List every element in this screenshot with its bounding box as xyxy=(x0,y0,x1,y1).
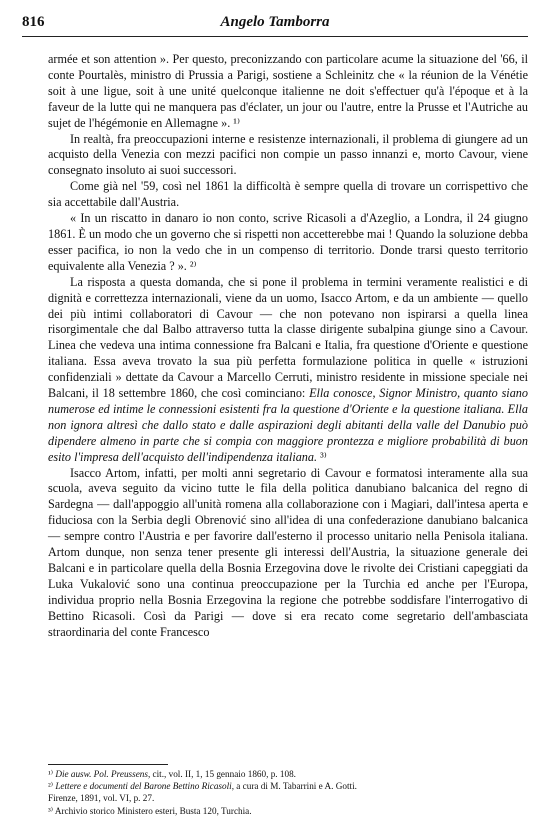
footnote-1 xyxy=(48,768,528,780)
footnote-2-continued: Firenze, 1891, vol. VI, p. 27. xyxy=(48,793,155,804)
footnote-1-rest: cit., vol. II, 1, 15 gennaio 1860, p. 108. xyxy=(150,769,296,779)
footnote-rule xyxy=(48,764,168,765)
paragraph-6: Isacco Artom, infatti, per molti anni segretario di Cavour e formatosi interamente alla sua scuola, aveva seguito da vicino tutte le fila della politica danubiano balcanica del regno di Sardegna — dall'appoggio all'unità romena alla collaborazione con i Magiari, dall'intesa aperta e fiduciosa con la Serbia degli Obrenović sino all'idea di una confederazione danubiano balcanica — sempre contro l'Austria e per favorire dall'esterno il processo unitario nella Penisola italiana. Artom dunque, non senza tener presente gli interessi dell'Austria, la situazione generale dei Balcani e in particolare quella della Bosnia Erzegovina dove le rivolte dei Cristiani capeggiati da Luka Vukalović sono una continua preoccupazione per la Turchia ed anche per l'Europa, individua proprio nella Bosnia Erzegovina la regione che potrebbe soddisfare l'interrogativo di Bettino Ricasoli. Così da Parigi — dove si era recato come segretario dell'ambasciata straordinaria del conte Francesco xyxy=(48,465,528,639)
page-number: 816 xyxy=(22,14,45,30)
footnote-2-rest: a cura di M. Tabarrini e A. Gotti. xyxy=(234,781,357,792)
page-header xyxy=(22,14,528,36)
paragraph-5-text: La risposta a questa domanda, che si pone il problema in termini veramente realistici e di dignità e correttezza internazionali, viene da un uomo, Isacco Artom, e da un ambiente — quello dei più intimi collaboratori di Cavour — che non potevano non ispirarsi a quella linea risorgimentale che dal Balbo attraverso tutta la classe dirigente subalpina giunge sino a Cavour. Linea che vedeva una intima connessione fra Balcani e Italia, fra questione d'Oriente e questione italiana. Essa aveva trovato la sua più perfetta formulazione politica in quelle « istruzioni confidenziali » dettate da Cavour a Marcello Cerruti, ministro residente in missione speciale nei Balcani, il 18 settembre 1860, che così cominciano: xyxy=(48,274,528,401)
footnote-3-mark: ³⁾ xyxy=(48,805,54,816)
body-text xyxy=(48,52,528,641)
paragraph-4: « In un riscatto in danaro io non conto, scrive Ricasoli a d'Azeglio, a Londra, il 24 giugno 1861. È un modo che un governo che si rispetti non accetterebbe mai ! Quando la soluzione debba esser pacifica, io non la vedo che in un compenso di territorio. Donde trarsi questo territorio equivalente alla Venezia ? ». ²⁾ xyxy=(48,211,528,273)
running-title: Angelo Tamborra xyxy=(220,14,330,30)
footnotes xyxy=(48,768,528,817)
footnote-ref-3: ³⁾ xyxy=(317,449,327,464)
footnote-3-text: Archivio storico Ministero esteri, Busta 120, Turchia. xyxy=(54,805,252,816)
footnote-2 xyxy=(48,780,528,792)
footnote-1-mark: ¹⁾ xyxy=(48,769,54,779)
footnote-2-title: Lettere e documenti del Barone Bettino Ricasoli, xyxy=(55,781,234,792)
cavour-instructions-quote: Ella conosce, Signor Ministro, quanto siano numerose ed intime le connessioni esistenti fra la questione d'Oriente e la questione italiana. Ella non ignora altresì che dallo stato e dalle aspirazioni degli abitanti della valle del Danubio può dipendere almeno in parte che si compia con maggiore prontezza e migliore probabilità di buon esito l'impresa dell'acquisto dell'indipendenza italiana. xyxy=(48,386,528,464)
footnote-3 xyxy=(48,805,528,817)
paragraph-3: Come già nel '59, così nel 1861 la difficoltà è sempre quella di trovare un corrispettivo che sia accettabile dall'Austria. xyxy=(48,179,528,210)
paragraph-2: In realtà, fra preoccupazioni interne e resistenze internazionali, il problema di giungere ad un acquisto della Venezia con mezzi pacifici non compie un passo innanzi e, morto Cavour, viene consegnato insoluto ai suoi successori. xyxy=(48,131,528,178)
paragraph-5 xyxy=(48,275,528,466)
footnote-1-title: Die ausw. Pol. Preussens, xyxy=(55,769,151,779)
paragraph-1: armée et son attention ». Per questo, preconizzando con particolare acume la situazione del '66, il conte Pourtalès, ministro di Prussia a Parigi, sostiene a Schleinitz che « la réunion de la Vénétie soit à une ligue, soit à une unité quelconque italienne ne doit s'effectuer qu'à l'époque et à la faveur de la lutte qui ne manquera pas d'éclater, un jour ou l'autre, entre la Prusse et l'Autriche au sujet de l'hégémonie en Allemagne ». ¹⁾ xyxy=(48,52,528,130)
header-rule xyxy=(22,36,528,37)
footnote-2-mark: ²⁾ xyxy=(48,781,54,792)
